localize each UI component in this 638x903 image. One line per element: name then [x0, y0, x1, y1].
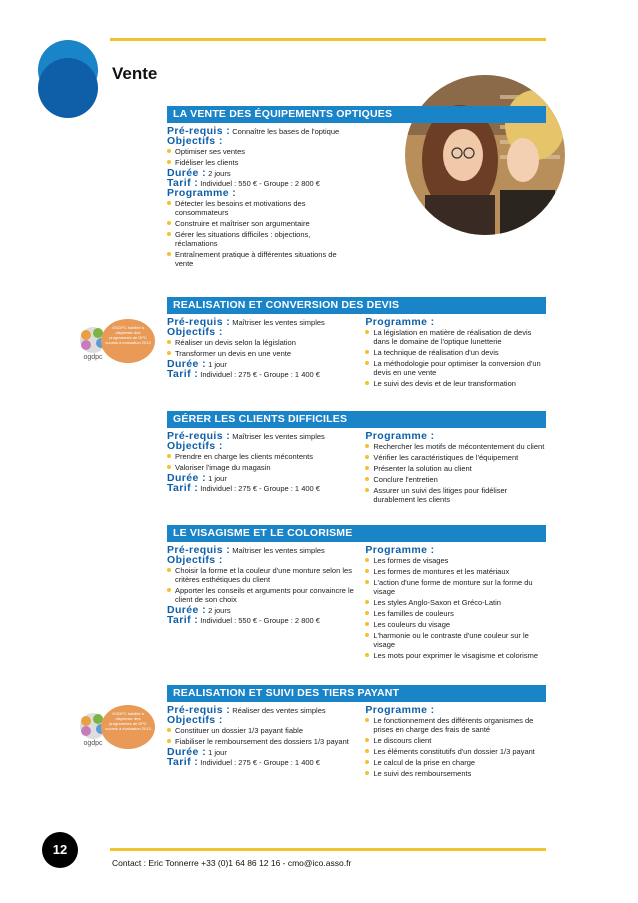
list-item: Constituer un dossier 1/3 payant fiable [167, 726, 357, 735]
list-item: Rechercher les motifs de mécontentement du client [365, 442, 546, 451]
prereq-text: Maîtriser les ventes simples [232, 432, 325, 441]
programme-label: Programme : [365, 316, 435, 328]
section-details [167, 705, 357, 780]
tarif-label: Tarif : [167, 177, 199, 189]
prereq-label: Pré-requis : [167, 544, 231, 556]
tarif-text: Individuel : 550 € - Groupe : 2 800 € [200, 179, 320, 188]
list-item: Transformer un devis en une vente [167, 349, 357, 358]
section-tiers-payant [83, 685, 546, 780]
programme-list [365, 442, 546, 504]
programme-list [365, 556, 546, 660]
list-item: Le discours client [365, 736, 546, 745]
list-item: L'action d'une forme de monture sur la forme du visage [365, 578, 546, 596]
section-title: REALISATION ET SUIVI DES TIERS PAYANT [167, 685, 546, 702]
objectifs-list [167, 147, 397, 167]
duree-label: Durée : [167, 358, 206, 370]
programme-label: Programme : [167, 187, 237, 199]
ogdpc-logo [74, 705, 158, 751]
tarif-label: Tarif : [167, 368, 199, 380]
section-details [167, 126, 397, 270]
list-item: Choisir la forme et la couleur d'une monture selon les critères esthétiques du client [167, 566, 357, 584]
list-item: Détecter les besoins et motivations des consommateurs [167, 199, 347, 217]
objectifs-list [167, 726, 357, 746]
list-item: Les éléments constitutifs d'un dossier 1/3 payant [365, 747, 546, 756]
programme-label: Programme : [365, 544, 435, 556]
duree-label: Durée : [167, 472, 206, 484]
section-details [167, 317, 357, 390]
prereq-text: Maîtriser les ventes simples [232, 546, 325, 555]
duree-text: 2 jours [208, 606, 231, 615]
section-title: REALISATION ET CONVERSION DES DEVIS [167, 297, 546, 314]
list-item: Fidéliser les clients [167, 158, 397, 167]
tarif-label: Tarif : [167, 614, 199, 626]
duree-label: Durée : [167, 746, 206, 758]
objectifs-label: Objectifs : [167, 554, 223, 566]
tarif-label: Tarif : [167, 756, 199, 768]
duree-text: 1 jour [208, 748, 227, 757]
ogdpc-logo [74, 319, 158, 365]
duree-text: 1 jour [208, 474, 227, 483]
tarif-text: Individuel : 275 € - Groupe : 1 400 € [200, 370, 320, 379]
objectifs-label: Objectifs : [167, 714, 223, 726]
duree-text: 2 jours [208, 169, 231, 178]
section-programme [365, 431, 546, 506]
objectifs-list [167, 566, 357, 604]
list-item: La méthodologie pour optimiser la conversion d'un devis en une vente [365, 359, 546, 377]
bottom-rule [110, 848, 546, 851]
objectifs-list [167, 338, 357, 358]
list-item: Les styles Anglo-Saxon et Gréco-Latin [365, 598, 546, 607]
section-devis [83, 297, 546, 390]
list-item: Apporter les conseils et arguments pour convaincre le client de son choix [167, 586, 357, 604]
list-item: Les familles de couleurs [365, 609, 546, 618]
list-item: Réaliser un devis selon la législation [167, 338, 357, 347]
list-item: Optimiser ses ventes [167, 147, 397, 156]
decor-circle-bottom [38, 58, 98, 118]
list-item: Conclure l'entretien [365, 475, 546, 484]
page-title: Vente [112, 64, 158, 83]
list-item: Valoriser l'image du magasin [167, 463, 357, 472]
svg-text:ogdpc: ogdpc [83, 740, 103, 747]
list-item: Les couleurs du visage [365, 620, 546, 629]
prereq-text: Réaliser des ventes simples [232, 706, 326, 715]
objectifs-label: Objectifs : [167, 135, 223, 147]
list-item: La technique de réalisation d'un devis [365, 348, 546, 357]
section-programme [365, 705, 546, 780]
list-item: Gérer les situations difficiles : objections, réclamations [167, 230, 347, 248]
list-item: Assurer un suivi des litiges pour fidéliser durablement les clients [365, 486, 546, 504]
list-item: Les formes de visages [365, 556, 546, 565]
section-visagisme [112, 525, 546, 662]
programme-list [365, 716, 546, 778]
tarif-label: Tarif : [167, 482, 199, 494]
list-item: Le suivi des remboursements [365, 769, 546, 778]
svg-text:ogdpc: ogdpc [83, 354, 103, 361]
ogdpc-badge: OGDPC habilité à dispenser des programmes de DPC soumis à évaluation 2013 [101, 319, 155, 363]
list-item: Construire et maîtriser son argumentaire [167, 219, 347, 228]
objectifs-list [167, 452, 357, 472]
list-item: Présenter la solution au client [365, 464, 546, 473]
list-item: Les formes de montures et les matériaux [365, 567, 546, 576]
list-item: L'harmonie ou le contraste d'une couleur sur le visage [365, 631, 546, 649]
prereq-label: Pré-requis : [167, 704, 231, 716]
list-item: Entraînement pratique à différentes situations de vente [167, 250, 347, 268]
tarif-text: Individuel : 550 € - Groupe : 2 800 € [200, 616, 320, 625]
list-item: Le suivi des devis et de leur transformation [365, 379, 546, 388]
section-title: LA VENTE DES ÉQUIPEMENTS OPTIQUES [167, 106, 546, 123]
objectifs-label: Objectifs : [167, 440, 223, 452]
contact-footer: Contact : Eric Tonnerre +33 (0)1 64 86 12 16 - cmo@ico.asso.fr [112, 858, 352, 868]
duree-label: Durée : [167, 604, 206, 616]
prereq-label: Pré-requis : [167, 125, 231, 137]
tarif-text: Individuel : 275 € - Groupe : 1 400 € [200, 758, 320, 767]
section-programme [365, 545, 546, 662]
list-item: Vérifier les caractéristiques de l'équipement [365, 453, 546, 462]
page-number: 12 [42, 832, 78, 868]
prereq-text: Connaître les bases de l'optique [232, 127, 340, 136]
list-item: La législation en matière de réalisation de devis dans le domaine de l'optique lunetterie [365, 328, 546, 346]
list-item: Les mots pour exprimer le visagisme et colorisme [365, 651, 546, 660]
programme-list [167, 199, 347, 268]
tarif-text: Individuel : 275 € - Groupe : 1 400 € [200, 484, 320, 493]
section-details [167, 431, 357, 506]
list-item: Fiabiliser le remboursement des dossiers 1/3 payant [167, 737, 357, 746]
ogdpc-badge: OGDPC habilité à dispenser des programmes de DPC soumis à évaluation 2013 [101, 705, 155, 749]
programme-label: Programme : [365, 430, 435, 442]
section-programme [365, 317, 546, 390]
list-item: Le fonctionnement des différents organismes de prises en charge des frais de santé [365, 716, 546, 734]
duree-label: Durée : [167, 167, 206, 179]
section-clients-difficiles [112, 411, 546, 506]
section-details [167, 545, 357, 662]
list-item: Le calcul de la prise en charge [365, 758, 546, 767]
list-item: Prendre en charge les clients mécontents [167, 452, 357, 461]
prereq-label: Pré-requis : [167, 430, 231, 442]
section-vente-equipements [112, 106, 546, 270]
prereq-label: Pré-requis : [167, 316, 231, 328]
prereq-text: Maîtriser les ventes simples [232, 318, 325, 327]
objectifs-label: Objectifs : [167, 326, 223, 338]
duree-text: 1 jour [208, 360, 227, 369]
top-rule [110, 38, 546, 41]
section-title: LE VISAGISME ET LE COLORISME [167, 525, 546, 542]
section-title: GÉRER LES CLIENTS DIFFICILES [167, 411, 546, 428]
programme-label: Programme : [365, 704, 435, 716]
programme-list [365, 328, 546, 388]
